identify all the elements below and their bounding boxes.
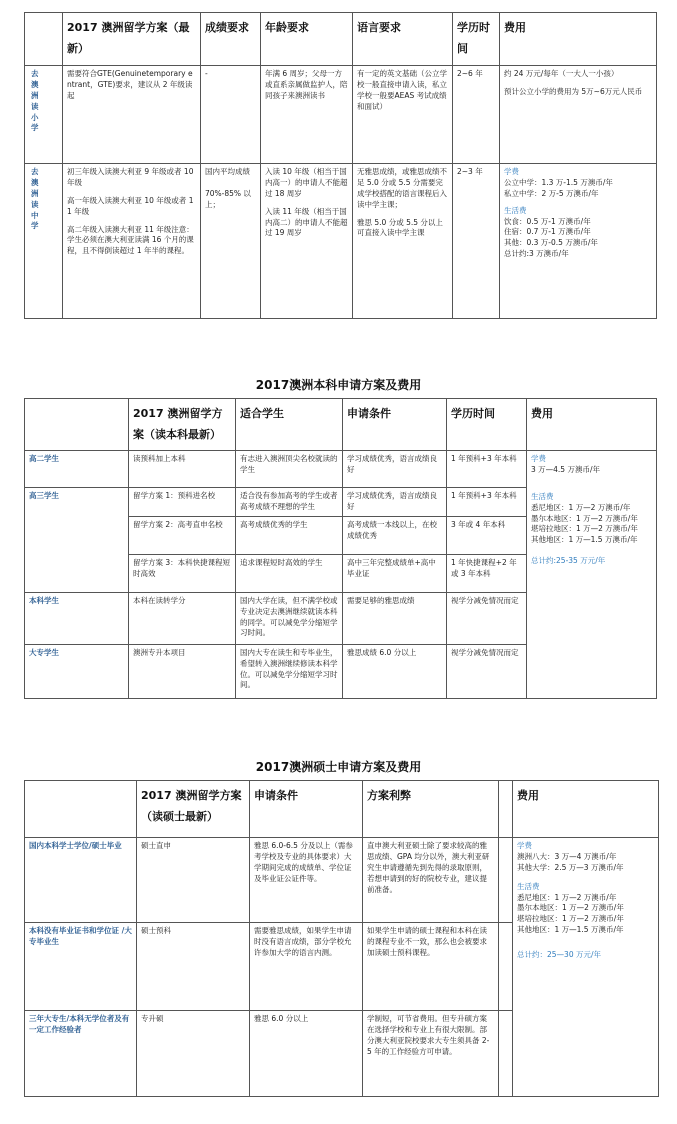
cell-duration: 1 年预科+3 年本科 <box>447 488 527 517</box>
header-language: 语言要求 <box>353 13 453 66</box>
cell-plan: 硕士预科 <box>137 923 250 1011</box>
language-line: 雅思 5.0 分或 5.5 分以上可直接入读中学主课 <box>357 217 443 238</box>
fee-line: 悉尼地区：1 万—2 万澳币/年 <box>531 502 631 512</box>
row-label: 三年大专生/本科无学位者及有一定工作经验者 <box>25 1011 137 1097</box>
language-line: 无雅思成绩，或雅思成绩不足 5.0 分或 5.5 分需要完成学校搭配的语言课程后入读中学主课； <box>357 167 447 209</box>
cell-spacer <box>499 1011 513 1097</box>
fee-line: 澳洲八大：3 万—4 万澳币/年 <box>517 851 617 861</box>
table-bachelor <box>24 398 657 699</box>
fee-line: 约 24 万元/每年（一大人一小孩） <box>504 69 619 78</box>
cell-suitable: 适合没有参加高考的学生或者高考成绩不理想的学生 <box>236 488 343 517</box>
row-label: 本科学生 <box>25 592 129 644</box>
cell-language <box>353 164 453 319</box>
section-title-master: 2017澳洲硕士申请方案及费用 <box>255 760 422 774</box>
cell-conditions: 雅思 6.0 分以上 <box>250 1011 363 1097</box>
cell-suitable: 国内大学在读，但不满学校或专业决定去澳洲继续就读本科的同学。可以减免学分缩短学习时间。 <box>236 592 343 644</box>
fee-total: 总计约:25-35 万元/年 <box>531 556 606 566</box>
header-duration: 学历时间 <box>447 399 527 451</box>
cell-suitable: 追求课程短时高效的学生 <box>236 554 343 592</box>
header-plan: 2017 澳洲留学方案（读硕士最新） <box>137 781 250 838</box>
header-pros-cons: 方案利弊 <box>363 781 499 838</box>
fee-heading: 学费 <box>517 841 532 850</box>
fee-heading: 生活费 <box>517 881 540 891</box>
fee-line: 墨尔本地区：1 万—2 万澳币/年 <box>531 513 638 523</box>
cell-plan: 本科在读转学分 <box>129 592 236 644</box>
cell-conditions: 高考成绩一本线以上，在校成绩优秀 <box>343 516 447 554</box>
header-conditions: 申请条件 <box>343 399 447 451</box>
fee-line: 预计公立小学的费用为 5万~6万元人民币 <box>504 86 643 96</box>
cell-conditions: 雅思成绩 6.0 分以上 <box>343 644 447 698</box>
cell-conditions: 高中三年完整成绩单+高中毕业证 <box>343 554 447 592</box>
cell-age <box>261 164 353 319</box>
fee-line: 其他大学：2.5 万—3 万澳币/年 <box>517 862 624 872</box>
cell-fee <box>500 66 657 164</box>
table-header-row <box>25 781 659 838</box>
cell-pros-cons: 学制短，可节省费用。但专升硕方案在选择学校和专业上有很大限制。部分澳大利亚院校要求大专生须具备 2-5 年的工作经验方可申请。 <box>363 1011 499 1097</box>
fee-heading: 学费 <box>531 454 546 463</box>
fee-line: 悉尼地区：1 万—2 万澳币/年 <box>517 892 617 902</box>
cell-conditions: 需要足够的雅思成绩 <box>343 592 447 644</box>
age-line: 入读 10 年级（相当于国内高一）的申请人不能超过 18 周岁 <box>265 167 348 198</box>
cell-plan: 读预科加上本科 <box>129 451 236 488</box>
fee-line: 其他地区：1 万—1.5 万澳币/年 <box>531 535 638 545</box>
table-row <box>25 66 657 164</box>
cell-duration: 1 年预科+3 年本科 <box>447 451 527 488</box>
fee-line: 堪培拉地区：1 万—2 万澳币/年 <box>517 914 624 924</box>
header-duration: 学历时间 <box>453 13 500 66</box>
cell-language: 有一定的英文基础（公立学校一般直接申请入读，私立学校一般要AEAS 考试成绩和面试） <box>353 66 453 164</box>
row-label: 高二学生 <box>25 451 129 488</box>
fee-line: 住宿：0.7 万-1 万澳币/年 <box>504 227 591 237</box>
cell-plan: 澳洲专升本项目 <box>129 644 236 698</box>
cell-duration: 2~6 年 <box>453 66 500 164</box>
cell-duration: 3 年或 4 年本科 <box>447 516 527 554</box>
row-label: 大专学生 <box>25 644 129 698</box>
cell-duration: 1 年快捷课程+2 年或 3 年本科 <box>447 554 527 592</box>
header-fee: 费用 <box>500 13 657 66</box>
cell-fee <box>513 838 659 1097</box>
fee-total: 总计约：25—30 万元/年 <box>517 950 601 959</box>
row-label: 国内本科学士学位/硕士毕业 <box>25 838 137 923</box>
cell-conditions: 学习成绩优秀，语言成绩良好 <box>343 451 447 488</box>
cell-plan: 专升硕 <box>137 1011 250 1097</box>
table-row <box>25 164 657 319</box>
row-label: 去 澳 洲 读 中学 <box>25 164 63 319</box>
header-fee: 费用 <box>513 781 659 838</box>
header-suitable: 适合学生 <box>236 399 343 451</box>
cell-suitable: 国内大专在读生和专毕业生，希望转入澳洲继续修读本科学位。可以减免学分缩短学习时间。 <box>236 644 343 698</box>
cell-suitable: 高考成绩优秀的学生 <box>236 516 343 554</box>
fee-line: 墨尔本地区：1 万—2 万澳币/年 <box>517 903 624 913</box>
fee-line: 公立中学：1.3 万-1.5 万澳币/年 <box>504 177 613 187</box>
table-header-row <box>25 399 657 451</box>
fee-heading: 学费 <box>504 167 519 176</box>
fee-heading: 生活费 <box>504 205 527 215</box>
header-conditions: 申请条件 <box>250 781 363 838</box>
cell-plan: 硕士直申 <box>137 838 250 923</box>
fee-heading: 生活费 <box>531 491 554 501</box>
cell-plan: 留学方案 2：高考直申名校 <box>129 516 236 554</box>
cell-pros-cons: 如果学生申请的硕士课程和本科在读的课程专业不一致，那么也会被要求加读硕士预科课程。 <box>363 923 499 1011</box>
header-empty <box>25 781 137 838</box>
cell-conditions: 雅思 6.0-6.5 分及以上（需参考学校及专业的具体要求）大学期间完成的成绩单、学位证及毕业证公证件等。 <box>250 838 363 923</box>
header-fee: 费用 <box>527 399 657 451</box>
cell-age: 年满 6 周岁；父母一方或直系亲属做监护人，陪同孩子来澳洲读书 <box>261 66 353 164</box>
fee-line: 3 万—4.5 万澳币/年 <box>531 464 600 474</box>
row-label: 去 澳 洲 读 小学 <box>25 66 63 164</box>
age-line: 入读 11 年级（相当于国内高二）的申请人不能超过 19 周岁 <box>265 206 348 238</box>
table-primary-secondary <box>24 12 657 319</box>
header-score: 成绩要求 <box>201 13 261 66</box>
plan-line: 高一年级入读澳大利亚 10 年级或者 11 年级 <box>67 195 194 216</box>
cell-spacer <box>499 923 513 1011</box>
header-age: 年龄要求 <box>261 13 353 66</box>
row-label: 高三学生 <box>25 488 129 593</box>
fee-line: 堪培拉地区：1 万—2 万澳币/年 <box>531 524 638 534</box>
fee-line: 总计约:3 万澳币/年 <box>504 249 569 259</box>
section-title-bachelor: 2017澳洲本科申请方案及费用 <box>255 378 422 392</box>
fee-line: 私立中学：2 万-5 万澳币/年 <box>504 188 599 198</box>
table-master <box>24 780 659 1097</box>
header-empty <box>25 13 63 66</box>
cell-plan: 留学方案 1：预科进名校 <box>129 488 236 517</box>
plan-line: 初三年级入读澳大利亚 9 年级或者 10 年级 <box>67 167 194 187</box>
cell-conditions: 学习成绩优秀，语言成绩良好 <box>343 488 447 517</box>
fee-line: 其他：0.3 万-0.5 万澳币/年 <box>504 238 598 248</box>
cell-plan: 需要符合GTE(Genuinetemporary entrant，GTE)要求，建议从 2 年级读起 <box>63 66 201 164</box>
header-spacer <box>499 781 513 838</box>
header-plan: 2017 澳洲留学方案（读本科最新） <box>129 399 236 451</box>
table-row <box>25 451 657 488</box>
plan-line: 高二年级入读澳大利亚 11 年级注意：学生必须在澳大利亚读满 16 个月的课程，且不得倒读超过 1 年半的课程。 <box>67 224 194 256</box>
header-empty <box>25 399 129 451</box>
cell-duration: 视学分减免情况而定 <box>447 592 527 644</box>
row-label: 本科没有毕业证书和学位证 /大专毕业生 <box>25 923 137 1011</box>
cell-suitable: 有志进入澳洲顶尖名校就读的学生 <box>236 451 343 488</box>
cell-plan: 留学方案 3：本科快捷课程短时高效 <box>129 554 236 592</box>
table-header-row <box>25 13 657 66</box>
cell-duration: 2~3 年 <box>453 164 500 319</box>
cell-score: - <box>201 66 261 164</box>
cell-score: 国内平均成绩 70%-85% 以上； <box>201 164 261 319</box>
fee-line: 饮食：0.5 万-1 万澳币/年 <box>504 216 591 226</box>
cell-plan <box>63 164 201 319</box>
cell-conditions: 需要雅思成绩，如果学生申请时没有语言成绩，部分学校允许参加大学的语言内测。 <box>250 923 363 1011</box>
fee-line: 其他地区：1 万—1.5 万澳币/年 <box>517 925 624 935</box>
cell-pros-cons: 直申澳大利亚硕士除了要求较高的雅思成绩、GPA 均分以外，澳大利亚研究生申请遵循先到先得的录取原则，若想申请到的好的院校专业，建议提前准备。 <box>363 838 499 923</box>
cell-duration: 视学分减免情况而定 <box>447 644 527 698</box>
header-plan: 2017 澳洲留学方案（最新） <box>63 13 201 66</box>
cell-fee <box>527 451 657 699</box>
cell-spacer <box>499 838 513 923</box>
table-row <box>25 838 659 923</box>
cell-fee <box>500 164 657 319</box>
